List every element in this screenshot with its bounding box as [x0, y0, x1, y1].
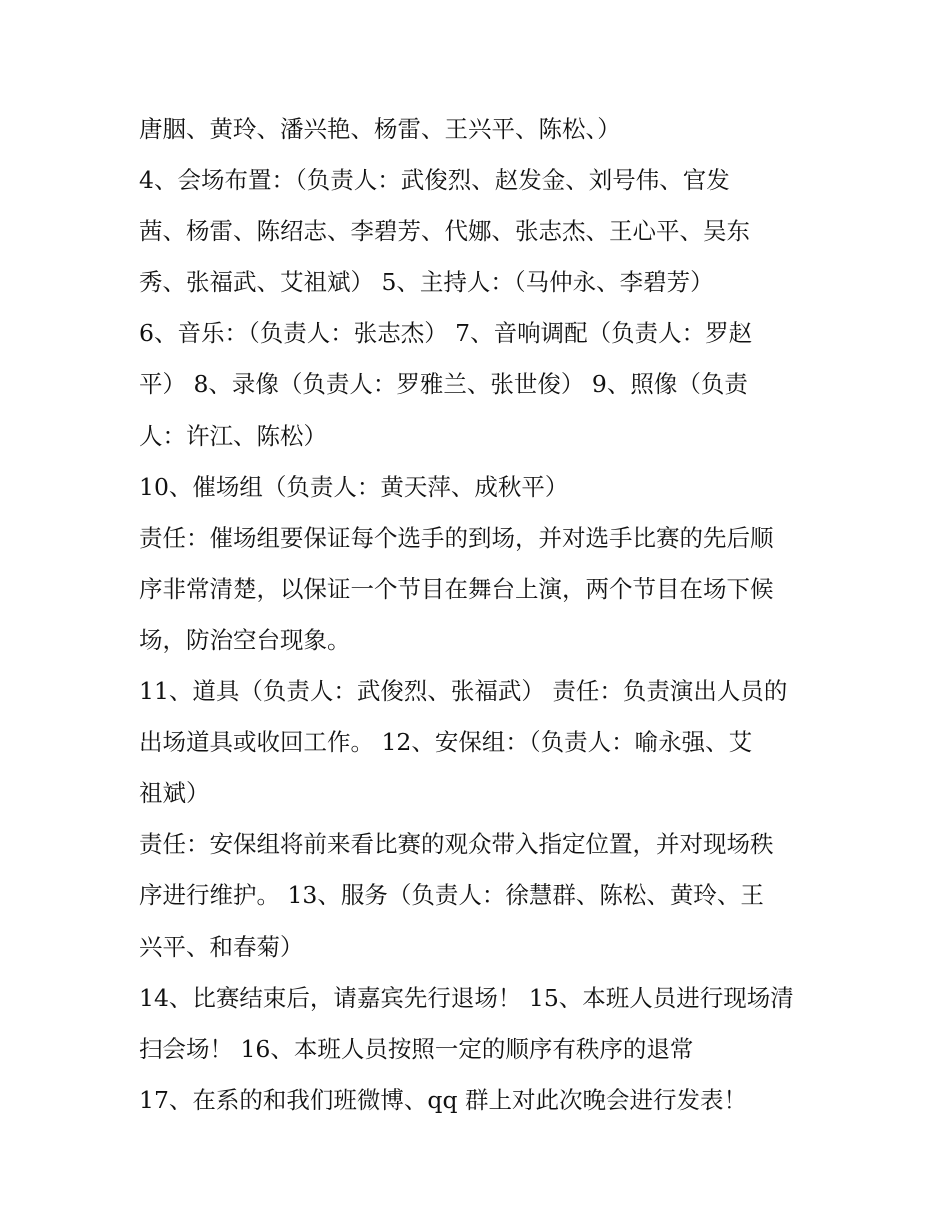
text-line: 责任：安保组将前来看比赛的观众带入指定位置，并对现场秩: [139, 830, 774, 859]
document-body: [139, 104, 819, 1126]
text-line: 兴平、和春菊）: [139, 932, 304, 961]
text-line: 平） 8、录像（负责人：罗雅兰、张世俊） 9、照像（负责: [139, 370, 748, 399]
text-line: 序非常清楚，以保证一个节目在舞台上演，两个节目在场下候: [139, 574, 774, 603]
text-line: 秀、张福武、艾祖斌） 5、主持人：（马仲永、李碧芳）: [139, 268, 714, 297]
text-line: 茜、杨雷、陈绍志、李碧芳、代娜、张志杰、王心平、吴东: [139, 217, 750, 246]
text-line: 10、催场组（负责人：黄天萍、成秋平）: [139, 472, 569, 501]
text-line: 人：许江、陈松）: [139, 421, 327, 450]
text-line: 14、比赛结束后，请嘉宾先行退场！ 15、本班人员进行现场清: [139, 983, 794, 1012]
text-line: 序进行维护。 13、服务（负责人：徐慧群、陈松、黄玲、王: [139, 881, 764, 910]
text-line: 唐胭、黄玲、潘兴艳、杨雷、王兴平、陈松、）: [139, 115, 621, 143]
text-line: 责任：催场组要保证每个选手的到场，并对选手比赛的先后顺: [139, 523, 774, 552]
text-line: 祖斌）: [139, 779, 210, 808]
text-line: 4、会场布置：（负责人：武俊烈、赵发金、刘号伟、官发: [139, 166, 730, 195]
text-line: 扫会场！ 16、本班人员按照一定的顺序有秩序的退常: [139, 1034, 694, 1063]
text-line: 场，防治空台现象。: [139, 625, 351, 654]
text-line: 6、音乐：（负责人：张志杰） 7、音响调配（负责人：罗赵: [139, 319, 753, 348]
text-line: 11、道具（负责人：武俊烈、张福武） 责任：负责演出人员的: [139, 677, 788, 706]
text-line: 出场道具或收回工作。 12、安保组：（负责人：喻永强、艾: [139, 728, 753, 757]
text-line: 17、在系的和我们班微博、qq 群上对此次晚会进行发表！: [139, 1085, 747, 1114]
